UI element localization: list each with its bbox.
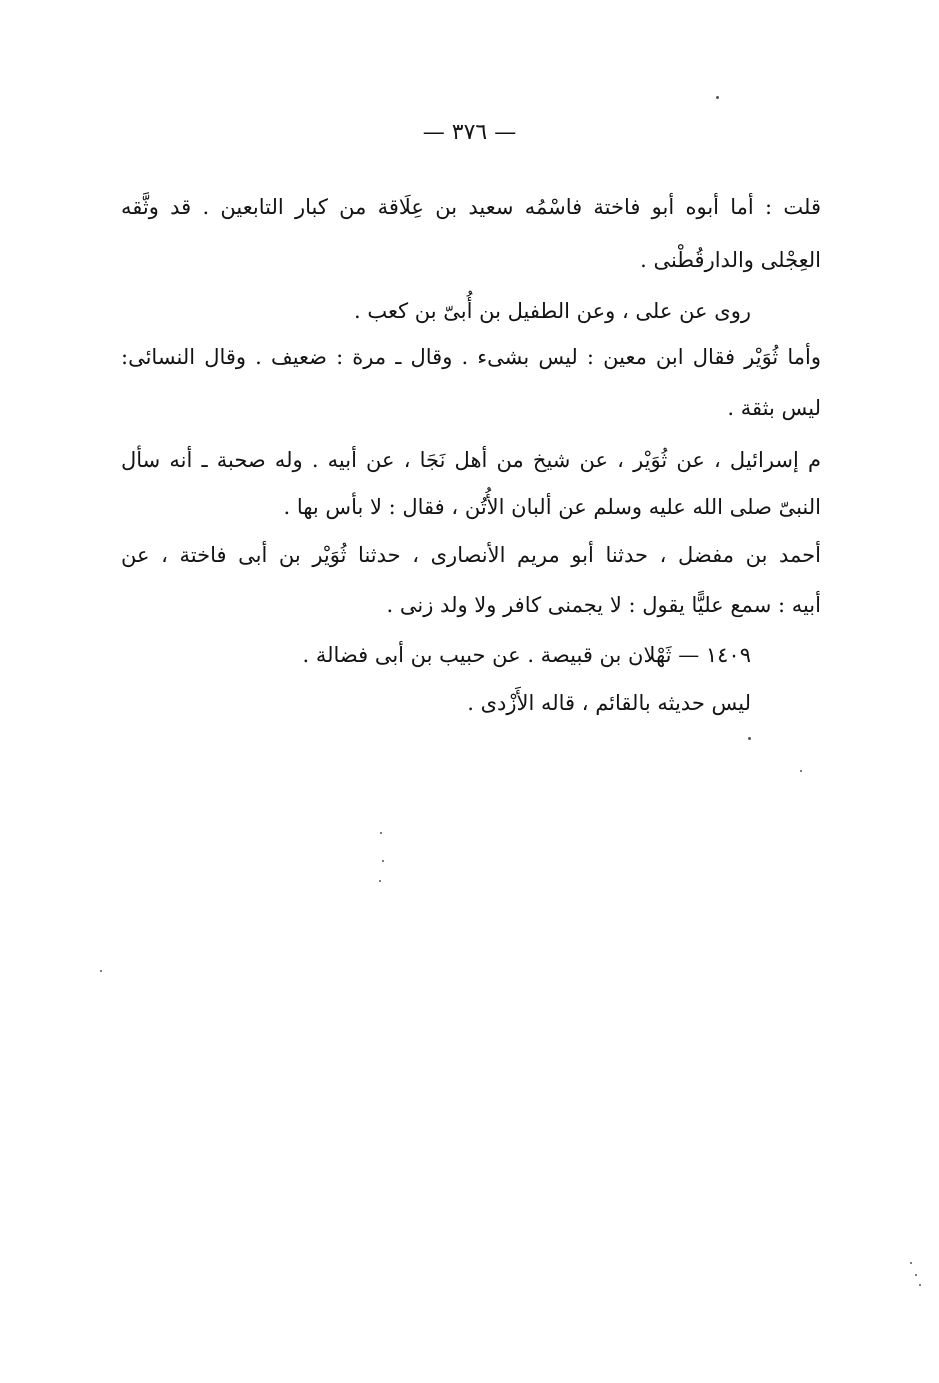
text-line: وأما ثُوَيْر فقال ابن معين : ليس بشىء . وقال ـ مرة : ضعيف . وقال النسائى: xyxy=(121,345,821,369)
scan-speck xyxy=(380,832,382,834)
scan-speck xyxy=(379,880,381,882)
text-line: أبيه : سمع عليًّا يقول : لا يجمنى كافر ولا ولد زنى . xyxy=(386,593,821,617)
scan-speck xyxy=(915,1274,917,1276)
text-line: م إسرائيل ، عن ثُوَيْر ، عن شيخ من أهل نَجَا ، عن أبيه . وله صحبة ـ أنه سأل xyxy=(121,448,821,472)
text-line: العِجْلى والدارقُطْنى . xyxy=(640,248,821,272)
scan-speck xyxy=(100,970,102,972)
text-line: روى عن على ، وعن الطفيل بن أُبىّ بن كعب . xyxy=(353,299,751,323)
text-line: ليس حديثه بالقائم ، قاله الأَزْدى . xyxy=(467,691,751,715)
scan-speck xyxy=(919,1284,921,1286)
text-line: ١٤٠٩ — ثَهْلان بن قبيصة . عن حبيب بن أبى فضالة . xyxy=(302,643,751,667)
scan-speck xyxy=(716,96,719,99)
page-number: — ٣٧٦ — xyxy=(422,120,517,145)
scan-speck xyxy=(800,770,802,772)
text-line: قلت : أما أبوه أبو فاختة فاسْمُه سعيد بن عِلَاقة من كبار التابعين . قد وثَّقه xyxy=(121,195,821,219)
text-line: النبىّ صلى الله عليه وسلم عن ألبان الأُتُن ، فقال : لا بأس بها . xyxy=(283,495,821,519)
text-line: أحمد بن مفضل ، حدثنا أبو مريم الأنصارى ، حدثنا ثُوَيْر بن أبى فاختة ، عن xyxy=(121,543,821,567)
scan-speck xyxy=(382,860,384,862)
scan-speck xyxy=(910,1262,912,1264)
text-line: ليس بثقة . xyxy=(727,396,821,420)
scan-speck xyxy=(748,737,751,740)
